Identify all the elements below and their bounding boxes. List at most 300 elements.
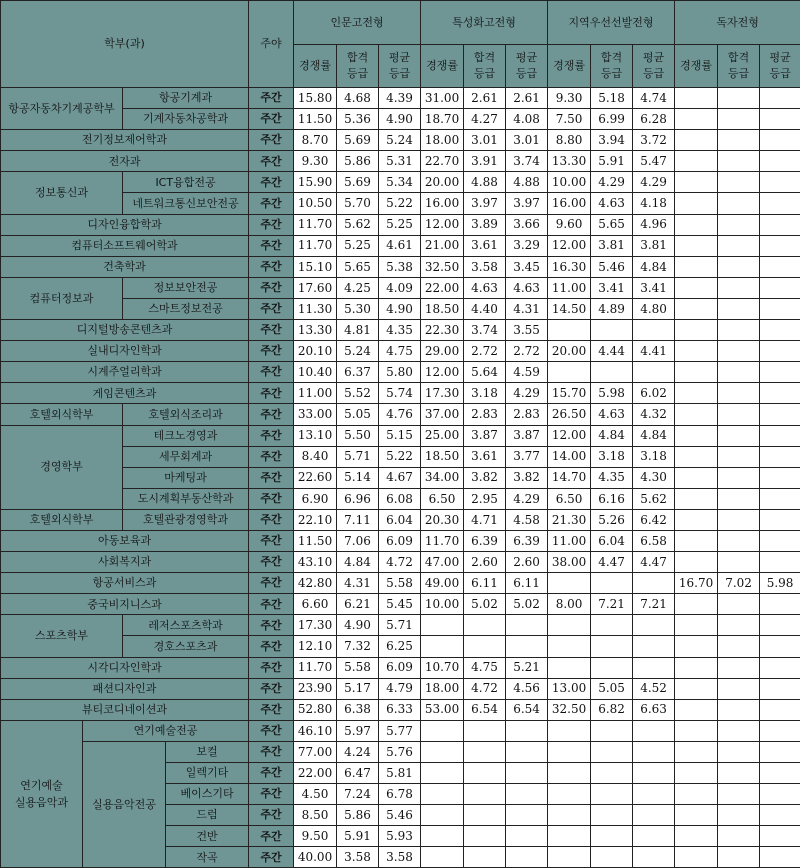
value-teukseong-rate: 10.00: [421, 594, 464, 615]
dept-name: 디자인융합학과: [1, 214, 249, 235]
value-teukseong-avg: [506, 805, 548, 826]
value-jiyeok-avg: [633, 763, 675, 784]
value-jiyeok-avg: 4.32: [633, 404, 675, 425]
dept-group-cell: 정보통신과: [1, 172, 123, 214]
value-jiyeok-avg: 4.74: [633, 88, 675, 109]
value-inmun-rate: 11.70: [294, 657, 337, 678]
value-jiyeok-rate: 8.00: [548, 594, 591, 615]
value-jiyeok-pass: 5.46: [591, 256, 633, 277]
value-inmun-pass: 5.30: [337, 298, 379, 319]
day-night-cell: 주간: [249, 362, 294, 383]
dept-name: 전기정보제어학과: [1, 130, 249, 151]
value-jiyeok-pass: [591, 320, 633, 341]
day-night-cell: 주간: [249, 826, 294, 847]
value-inmun-pass: 5.36: [337, 109, 379, 130]
value-inmun-rate: 17.60: [294, 277, 337, 298]
value-dokja-rate: [675, 256, 718, 277]
subheader-pass-line1: 합격: [591, 52, 632, 64]
dept-name: 건반: [166, 826, 249, 847]
table-row: [1, 552, 800, 573]
table-row: [1, 530, 800, 551]
value-dokja-rate: [675, 383, 718, 404]
table-row: [1, 657, 800, 678]
value-dokja-avg: [760, 467, 800, 488]
subheader-pass-line1: 합격: [464, 52, 505, 64]
value-teukseong-pass: 3.87: [464, 425, 506, 446]
subheader-rate-jiyeok: 경쟁률: [548, 45, 591, 88]
value-jiyeok-avg: [633, 320, 675, 341]
value-jiyeok-avg: [633, 573, 675, 594]
value-jiyeok-avg: 6.58: [633, 530, 675, 551]
dept-name: 도시계획부동산학과: [123, 488, 249, 509]
value-jiyeok-avg: [633, 636, 675, 657]
value-jiyeok-avg: 4.96: [633, 214, 675, 235]
value-inmun-pass: 5.69: [337, 130, 379, 151]
value-teukseong-avg: 4.59: [506, 362, 548, 383]
value-jiyeok-pass: [591, 720, 633, 741]
value-teukseong-avg: 3.82: [506, 467, 548, 488]
value-jiyeok-pass: 5.98: [591, 383, 633, 404]
value-teukseong-rate: 16.00: [421, 193, 464, 214]
dept-name: 디지털방송콘텐츠과: [1, 320, 249, 341]
value-teukseong-pass: 3.61: [464, 235, 506, 256]
subheader-avg-line1: 평균: [760, 52, 800, 64]
value-teukseong-rate: 18.50: [421, 298, 464, 319]
value-teukseong-rate: 20.30: [421, 509, 464, 530]
value-inmun-avg: 4.39: [379, 88, 421, 109]
dept-name: 연기예술전공: [83, 720, 249, 741]
value-teukseong-pass: 3.58: [464, 256, 506, 277]
table-row: [1, 509, 800, 530]
value-inmun-pass: 5.91: [337, 826, 379, 847]
dept-name: 일렉기타: [166, 763, 249, 784]
value-teukseong-avg: 2.72: [506, 341, 548, 362]
value-teukseong-pass: 5.02: [464, 594, 506, 615]
value-teukseong-pass: 4.40: [464, 298, 506, 319]
value-inmun-rate: 11.50: [294, 109, 337, 130]
value-dokja-pass: [718, 826, 760, 847]
value-inmun-pass: 3.58: [337, 847, 379, 868]
value-inmun-pass: 5.24: [337, 341, 379, 362]
value-jiyeok-pass: [591, 805, 633, 826]
value-jiyeok-avg: 4.18: [633, 193, 675, 214]
value-jiyeok-rate: 16.00: [548, 193, 591, 214]
value-dokja-avg: [760, 193, 800, 214]
value-inmun-avg: 4.35: [379, 320, 421, 341]
value-jiyeok-rate: 14.00: [548, 446, 591, 467]
value-inmun-rate: 11.00: [294, 383, 337, 404]
value-inmun-pass: 6.21: [337, 594, 379, 615]
value-jiyeok-pass: 3.94: [591, 130, 633, 151]
value-dokja-rate: [675, 193, 718, 214]
dept-group-cell: [1, 720, 83, 868]
value-jiyeok-rate: [548, 847, 591, 868]
value-jiyeok-rate: 12.00: [548, 235, 591, 256]
subheader-pass-dokja: [718, 45, 760, 88]
value-dokja-avg: [760, 805, 800, 826]
value-dokja-avg: [760, 699, 800, 720]
table-row: [1, 594, 800, 615]
day-night-cell: 주간: [249, 88, 294, 109]
value-teukseong-avg: 2.61: [506, 88, 548, 109]
value-inmun-avg: 4.09: [379, 277, 421, 298]
value-inmun-rate: 11.30: [294, 298, 337, 319]
value-inmun-rate: 77.00: [294, 741, 337, 762]
table-row: [1, 256, 800, 277]
value-jiyeok-pass: 4.44: [591, 341, 633, 362]
value-teukseong-pass: [464, 741, 506, 762]
value-inmun-avg: 4.72: [379, 552, 421, 573]
value-dokja-avg: [760, 741, 800, 762]
value-teukseong-pass: 6.54: [464, 699, 506, 720]
value-teukseong-pass: 2.72: [464, 341, 506, 362]
subheader-pass-line2: 등급: [718, 68, 759, 80]
value-jiyeok-pass: 4.89: [591, 298, 633, 319]
day-night-cell: 주간: [249, 763, 294, 784]
value-dokja-avg: [760, 362, 800, 383]
value-dokja-pass: [718, 172, 760, 193]
dept-group-line2: 실용음악과: [1, 797, 82, 809]
subheader-pass-line1: 합격: [337, 52, 378, 64]
value-jiyeok-avg: 6.42: [633, 509, 675, 530]
value-dokja-avg: [760, 784, 800, 805]
value-jiyeok-pass: 4.35: [591, 467, 633, 488]
subheader-rate-teukseong: 경쟁률: [421, 45, 464, 88]
table-row: [1, 88, 800, 109]
value-jiyeok-pass: 5.26: [591, 509, 633, 530]
value-teukseong-rate: [421, 805, 464, 826]
value-jiyeok-pass: 5.18: [591, 88, 633, 109]
value-dokja-avg: 5.98: [760, 573, 800, 594]
value-jiyeok-avg: 5.62: [633, 488, 675, 509]
value-inmun-rate: 4.50: [294, 784, 337, 805]
dept-name: 보컬: [166, 741, 249, 762]
subheader-pass-line1: 합격: [718, 52, 759, 64]
value-dokja-pass: [718, 320, 760, 341]
dept-name: 호텔관광경영학과: [123, 509, 249, 530]
day-night-cell: 주간: [249, 151, 294, 172]
value-inmun-pass: 4.81: [337, 320, 379, 341]
value-jiyeok-pass: 6.99: [591, 109, 633, 130]
value-inmun-pass: 6.96: [337, 488, 379, 509]
value-jiyeok-pass: 6.04: [591, 530, 633, 551]
value-inmun-rate: 6.60: [294, 594, 337, 615]
value-dokja-avg: [760, 488, 800, 509]
value-inmun-pass: 5.62: [337, 214, 379, 235]
value-teukseong-avg: 4.63: [506, 277, 548, 298]
value-jiyeok-pass: 5.05: [591, 678, 633, 699]
dept-group-cell: 컴퓨터정보과: [1, 277, 123, 319]
day-night-cell: 주간: [249, 573, 294, 594]
value-jiyeok-rate: 9.30: [548, 88, 591, 109]
value-teukseong-rate: 6.50: [421, 488, 464, 509]
value-jiyeok-pass: [591, 847, 633, 868]
value-inmun-pass: 4.25: [337, 277, 379, 298]
value-inmun-avg: 5.74: [379, 383, 421, 404]
value-teukseong-pass: [464, 636, 506, 657]
day-night-cell: 주간: [249, 235, 294, 256]
value-jiyeok-rate: [548, 826, 591, 847]
dept-group-cell: 항공자동차기계공학부: [1, 88, 123, 130]
value-jiyeok-avg: 4.47: [633, 552, 675, 573]
value-teukseong-rate: 22.00: [421, 277, 464, 298]
value-jiyeok-pass: [591, 763, 633, 784]
dept-name: 뷰티코디네이션과: [1, 699, 249, 720]
value-dokja-rate: 16.70: [675, 573, 718, 594]
value-jiyeok-pass: 4.63: [591, 404, 633, 425]
value-teukseong-avg: 3.45: [506, 256, 548, 277]
dept-name: 중국비지니스과: [1, 594, 249, 615]
value-dokja-pass: [718, 467, 760, 488]
value-dokja-rate: [675, 552, 718, 573]
subheader-pass-jiyeok: [591, 45, 633, 88]
value-teukseong-rate: 47.00: [421, 552, 464, 573]
value-dokja-pass: [718, 193, 760, 214]
dept-name: 세무회계과: [123, 446, 249, 467]
value-jiyeok-pass: 6.82: [591, 699, 633, 720]
value-teukseong-rate: 18.00: [421, 678, 464, 699]
value-dokja-pass: [718, 805, 760, 826]
value-dokja-rate: [675, 847, 718, 868]
value-inmun-pass: 4.68: [337, 88, 379, 109]
day-night-cell: 주간: [249, 594, 294, 615]
table-row: [1, 615, 800, 636]
day-night-cell: 주간: [249, 847, 294, 868]
value-jiyeok-rate: [548, 573, 591, 594]
value-inmun-avg: 6.04: [379, 509, 421, 530]
value-dokja-pass: [718, 151, 760, 172]
value-inmun-avg: 6.09: [379, 530, 421, 551]
value-jiyeok-pass: [591, 741, 633, 762]
value-teukseong-rate: [421, 741, 464, 762]
table-row: [1, 425, 800, 446]
value-dokja-rate: [675, 636, 718, 657]
value-jiyeok-rate: [548, 784, 591, 805]
value-teukseong-pass: 4.72: [464, 678, 506, 699]
value-dokja-avg: [760, 172, 800, 193]
value-dokja-rate: [675, 446, 718, 467]
value-jiyeok-rate: 32.50: [548, 699, 591, 720]
dept-name: 컴퓨터소프트웨어학과: [1, 235, 249, 256]
value-inmun-pass: 6.38: [337, 699, 379, 720]
value-inmun-avg: 5.77: [379, 720, 421, 741]
value-dokja-rate: [675, 509, 718, 530]
day-night-cell: 주간: [249, 172, 294, 193]
value-teukseong-avg: 4.56: [506, 678, 548, 699]
value-jiyeok-avg: [633, 784, 675, 805]
value-dokja-avg: [760, 446, 800, 467]
value-teukseong-avg: [506, 615, 548, 636]
value-dokja-avg: [760, 594, 800, 615]
value-teukseong-rate: 21.00: [421, 235, 464, 256]
value-teukseong-avg: 3.29: [506, 235, 548, 256]
value-teukseong-rate: 31.00: [421, 88, 464, 109]
value-jiyeok-avg: 5.47: [633, 151, 675, 172]
dept-name: 시각디자인학과: [1, 657, 249, 678]
value-jiyeok-pass: 7.21: [591, 594, 633, 615]
value-dokja-rate: [675, 594, 718, 615]
value-dokja-pass: [718, 298, 760, 319]
value-teukseong-pass: 2.60: [464, 552, 506, 573]
value-inmun-pass: 5.50: [337, 425, 379, 446]
value-jiyeok-avg: 4.29: [633, 172, 675, 193]
value-teukseong-avg: 3.97: [506, 193, 548, 214]
value-inmun-pass: 5.71: [337, 446, 379, 467]
value-dokja-pass: [718, 615, 760, 636]
value-teukseong-pass: 5.64: [464, 362, 506, 383]
day-night-cell: 주간: [249, 720, 294, 741]
value-dokja-rate: [675, 741, 718, 762]
value-inmun-pass: 6.37: [337, 362, 379, 383]
value-teukseong-avg: 3.66: [506, 214, 548, 235]
dept-name: 시계주얼리학과: [1, 362, 249, 383]
value-teukseong-avg: [506, 826, 548, 847]
value-jiyeok-rate: [548, 763, 591, 784]
header-group-teukseong: 특성화고전형: [421, 1, 548, 45]
value-teukseong-pass: 3.61: [464, 446, 506, 467]
value-dokja-rate: [675, 425, 718, 446]
value-jiyeok-rate: 8.80: [548, 130, 591, 151]
table-row: [1, 172, 800, 193]
value-inmun-rate: 9.50: [294, 826, 337, 847]
value-inmun-pass: 5.86: [337, 805, 379, 826]
value-jiyeok-rate: [548, 805, 591, 826]
value-dokja-pass: [718, 552, 760, 573]
subheader-avg-line1: 평균: [379, 52, 420, 64]
value-dokja-rate: [675, 530, 718, 551]
value-teukseong-avg: 4.31: [506, 298, 548, 319]
value-dokja-rate: [675, 657, 718, 678]
value-jiyeok-rate: 11.00: [548, 277, 591, 298]
value-inmun-avg: 5.22: [379, 446, 421, 467]
value-inmun-rate: 8.70: [294, 130, 337, 151]
value-inmun-rate: 33.00: [294, 404, 337, 425]
dept-name: 경호스포츠과: [123, 636, 249, 657]
day-night-cell: 주간: [249, 383, 294, 404]
dept-subgroup-cell: 실용음악전공: [83, 741, 166, 868]
value-teukseong-rate: 18.50: [421, 446, 464, 467]
value-jiyeok-pass: [591, 615, 633, 636]
value-jiyeok-rate: 14.70: [548, 467, 591, 488]
value-jiyeok-avg: [633, 362, 675, 383]
value-dokja-pass: [718, 784, 760, 805]
subheader-avg-line2: 등급: [379, 68, 420, 80]
value-teukseong-pass: 2.95: [464, 488, 506, 509]
value-inmun-avg: 5.45: [379, 594, 421, 615]
value-dokja-pass: [718, 488, 760, 509]
value-jiyeok-rate: 9.60: [548, 214, 591, 235]
value-inmun-avg: 6.33: [379, 699, 421, 720]
value-jiyeok-avg: 4.52: [633, 678, 675, 699]
value-inmun-avg: 3.58: [379, 847, 421, 868]
dept-name: 네트워크통신보안전공: [123, 193, 249, 214]
value-jiyeok-pass: [591, 826, 633, 847]
value-inmun-rate: 22.60: [294, 467, 337, 488]
value-dokja-rate: [675, 320, 718, 341]
value-jiyeok-pass: 3.81: [591, 235, 633, 256]
value-teukseong-rate: 25.00: [421, 425, 464, 446]
value-teukseong-pass: 6.39: [464, 530, 506, 551]
value-jiyeok-pass: 4.84: [591, 425, 633, 446]
dept-name: 패션디자인과: [1, 678, 249, 699]
subheader-avg-line1: 평균: [506, 52, 547, 64]
value-inmun-rate: 11.70: [294, 235, 337, 256]
dept-group-line1: 연기예술: [1, 780, 82, 792]
day-night-cell: 주간: [249, 784, 294, 805]
value-dokja-rate: [675, 615, 718, 636]
value-dokja-avg: [760, 678, 800, 699]
value-inmun-pass: 5.05: [337, 404, 379, 425]
value-teukseong-pass: 3.18: [464, 383, 506, 404]
value-teukseong-avg: 4.08: [506, 109, 548, 130]
value-teukseong-rate: 22.70: [421, 151, 464, 172]
value-jiyeok-avg: [633, 657, 675, 678]
header-group-dokja: 독자전형: [675, 1, 800, 45]
dept-group-cell: 호텔외식학부: [1, 404, 123, 425]
value-teukseong-pass: 2.83: [464, 404, 506, 425]
value-teukseong-rate: 11.70: [421, 530, 464, 551]
value-inmun-avg: 6.09: [379, 657, 421, 678]
value-jiyeok-avg: 6.63: [633, 699, 675, 720]
value-dokja-pass: [718, 425, 760, 446]
value-inmun-pass: 7.24: [337, 784, 379, 805]
value-dokja-avg: [760, 763, 800, 784]
value-dokja-pass: [718, 699, 760, 720]
day-night-cell: 주간: [249, 552, 294, 573]
subheader-pass-line2: 등급: [591, 68, 632, 80]
value-jiyeok-avg: 6.28: [633, 109, 675, 130]
dept-name: 게임콘텐츠과: [1, 383, 249, 404]
value-jiyeok-rate: [548, 615, 591, 636]
value-dokja-avg: [760, 130, 800, 151]
value-jiyeok-rate: 26.50: [548, 404, 591, 425]
day-night-cell: 주간: [249, 404, 294, 425]
table-row: [1, 383, 800, 404]
day-night-cell: 주간: [249, 741, 294, 762]
value-teukseong-avg: 6.54: [506, 699, 548, 720]
value-inmun-pass: 7.32: [337, 636, 379, 657]
value-jiyeok-rate: 10.00: [548, 172, 591, 193]
day-night-cell: 주간: [249, 256, 294, 277]
value-teukseong-rate: 20.00: [421, 172, 464, 193]
value-jiyeok-pass: [591, 784, 633, 805]
day-night-cell: 주간: [249, 467, 294, 488]
value-inmun-rate: 22.10: [294, 509, 337, 530]
value-teukseong-avg: [506, 720, 548, 741]
value-teukseong-avg: [506, 741, 548, 762]
value-teukseong-rate: 34.00: [421, 467, 464, 488]
value-inmun-avg: 5.81: [379, 763, 421, 784]
value-teukseong-avg: 4.29: [506, 488, 548, 509]
value-inmun-rate: 20.10: [294, 341, 337, 362]
value-jiyeok-pass: [591, 362, 633, 383]
table-row: [1, 341, 800, 362]
day-night-cell: 주간: [249, 277, 294, 298]
value-inmun-avg: 6.25: [379, 636, 421, 657]
value-dokja-pass: [718, 446, 760, 467]
value-teukseong-avg: [506, 784, 548, 805]
value-jiyeok-rate: 6.50: [548, 488, 591, 509]
value-jiyeok-rate: 16.30: [548, 256, 591, 277]
dept-group-cell: 경영학부: [1, 425, 123, 509]
value-dokja-avg: [760, 235, 800, 256]
value-inmun-pass: 7.11: [337, 509, 379, 530]
subheader-avg-inmun: [379, 45, 421, 88]
value-inmun-rate: 10.40: [294, 362, 337, 383]
value-jiyeok-avg: [633, 805, 675, 826]
value-jiyeok-rate: [548, 362, 591, 383]
header-group-inmun: 인문고전형: [294, 1, 421, 45]
